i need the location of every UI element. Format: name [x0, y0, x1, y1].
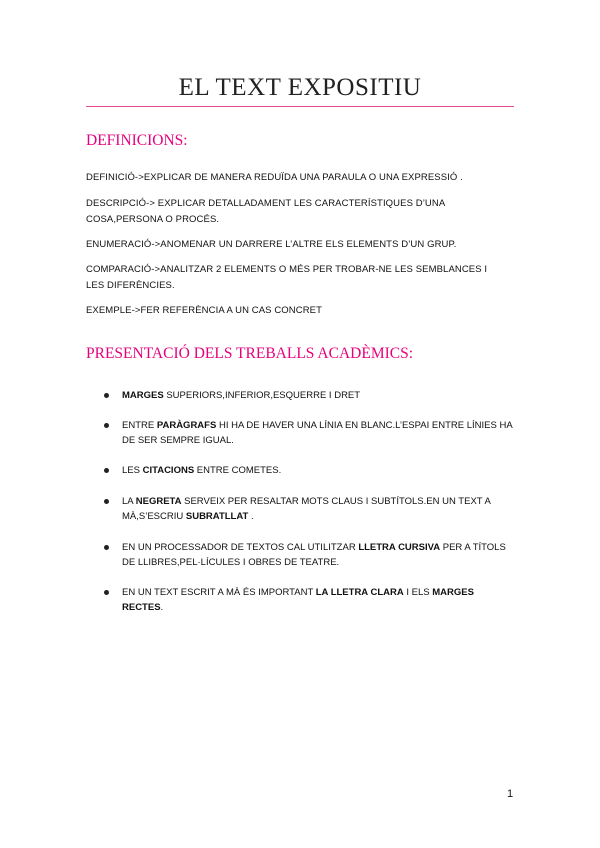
document-title: EL TEXT EXPOSITIU — [178, 74, 422, 101]
definition-item: EXEMPLE->FER REFERÈNCIA A UN CAS CONCRET — [86, 305, 323, 316]
definitions-heading: DEFINICIONS: — [86, 132, 188, 149]
title-underline — [86, 106, 514, 107]
definition-item: ENUMERACIÓ->ANOMENAR UN DARRERE L’ALTRE ELS ELEMENTS D’UN GRUP. — [86, 239, 457, 250]
bullet-text: ENTRE PARÀGRAFS HI HA DE HAVER UNA LÍNIA EN BLANC.L’ESPAI ENTRE LÍNIES HA DE SER SEMPRE IGUAL. — [122, 420, 513, 446]
presentation-heading: PRESENTACIÓ DELS TREBALLS ACADÈMICS: — [86, 345, 414, 362]
bullet-dot — [104, 545, 109, 550]
page-number: 1 — [507, 788, 514, 800]
bullet-dot — [104, 468, 109, 473]
bullet-dot — [104, 590, 109, 595]
bullet-text: EN UN TEXT ESCRIT A MÀ ÉS IMPORTANT LA LLETRA CLARA I ELS MARGES RECTES. — [122, 587, 474, 613]
bullet-text: MARGES SUPERIORS,INFERIOR,ESQUERRE I DRET — [122, 390, 361, 401]
bullet-text: EN UN PROCESSADOR DE TEXTOS CAL UTILITZAR LLETRA CURSIVA PER A TÍTOLS DE LLIBRES,PEL·LÍCULES I OBRES DE TEATRE. — [122, 542, 506, 568]
bullet-text: LA NEGRETA SERVEIX PER RESALTAR MOTS CLAUS I SUBTÍTOLS.EN UN TEXT A MÀ,S’ESCRIU SUBRATLLAT . — [122, 496, 491, 522]
definition-item: COMPARACIÓ->ANALITZAR 2 ELEMENTS O MÉS PER TROBAR-NE LES SEMBLANCES I LES DIFERÈNCIES. — [86, 264, 488, 291]
bullet-dot — [104, 393, 109, 398]
bullet-text: LES CITACIONS ENTRE COMETES. — [122, 465, 282, 476]
definition-item: DESCRIPCIÓ-> EXPLICAR DETALLADAMENT LES CARACTERÍSTIQUES D’UNA COSA,PERSONA O PROCÉS. — [86, 198, 445, 225]
bullet-dot — [104, 423, 109, 428]
bullet-dot — [104, 499, 109, 504]
definition-item: DEFINICIÓ->EXPLICAR DE MANERA REDUÏDA UNA PARAULA O UNA EXPRESSIÓ . — [86, 172, 463, 183]
